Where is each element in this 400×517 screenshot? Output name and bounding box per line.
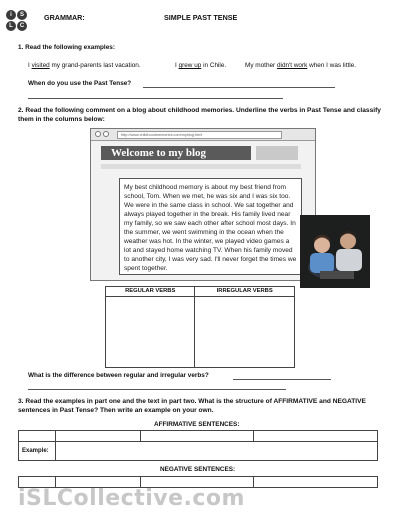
blog-post-text: My best childhood memory is about my best friend from school, Tom. When we met, he was six and I was six too. We were in the same class in school. We sat together and always played together in the break. His family lived near my family, so we saw each other after school most days. In the summer, we went swimming in the ocean when the weather was hot. In the winter, we played video games a lot and stayed home watching TV. When his family moved to another city, I was very sad. I'll never forget the times we spent together. — [124, 184, 297, 272]
worksheet-topic: SIMPLE PAST TENSE — [164, 13, 238, 22]
logo-letter: C — [17, 21, 27, 31]
answer-line[interactable] — [233, 379, 331, 380]
table-cell[interactable] — [254, 477, 378, 488]
irregular-verbs-header: IRREGULAR VERBS — [195, 287, 295, 297]
logo-letter: i — [6, 10, 16, 20]
affirmative-label: AFFIRMATIVE SENTENCES: — [154, 421, 240, 428]
irregular-verbs-cell[interactable] — [195, 297, 295, 368]
logo-letter: S — [17, 10, 27, 20]
table-cell[interactable] — [141, 431, 254, 442]
section1-question: When do you use the Past Tense? — [28, 80, 132, 87]
answer-line[interactable] — [28, 98, 283, 99]
regular-verbs-header: REGULAR VERBS — [106, 287, 195, 297]
blog-post-box — [119, 178, 302, 275]
underlined-verb: grew up — [178, 62, 202, 69]
blog-browser-window — [90, 128, 316, 281]
back-icon — [95, 131, 101, 137]
answer-line[interactable] — [28, 389, 286, 390]
blog-nav-strip — [101, 164, 301, 169]
forward-icon — [103, 131, 109, 137]
regular-verbs-cell[interactable] — [106, 297, 195, 368]
grammar-label: GRAMMAR: — [44, 13, 85, 22]
table-cell[interactable] — [254, 431, 378, 442]
example-answer-cell[interactable] — [56, 442, 378, 461]
logo-letter: L — [6, 21, 16, 31]
blog-title: Welcome to my blog — [101, 146, 251, 160]
islcollective-logo — [6, 10, 40, 38]
negative-label: NEGATIVE SENTENCES: — [160, 466, 236, 473]
table-cell — [19, 431, 56, 442]
underlined-verb: visited — [31, 62, 50, 69]
browser-toolbar — [91, 129, 315, 141]
table-cell[interactable] — [56, 431, 141, 442]
affirmative-table — [18, 430, 378, 461]
section2-heading: 2. Read the following comment on a blog about childhood memories. Underline the verbs in Past Tense and classify them in the columns below: — [18, 107, 381, 123]
verbs-classification-table — [105, 286, 295, 368]
address-bar: http://www.childhoodmemories.com/myblog.html — [117, 131, 282, 139]
blog-banner-placeholder — [256, 146, 298, 160]
example-label: Example: — [19, 442, 56, 461]
children-playing-photo — [300, 215, 370, 288]
answer-line[interactable] — [143, 87, 335, 88]
example-sentence-1: I visited my grand-parents last vacation. — [28, 62, 141, 69]
section2-question: What is the difference between regular and irregular verbs? — [28, 372, 209, 379]
underlined-verb: didn't work — [276, 62, 308, 69]
example-sentence-3: My mother didn't work when I was little. — [245, 62, 356, 69]
example-sentence-2: I grew up in Chile. — [175, 62, 227, 69]
section3-heading: 3. Read the examples in part one and the text in part two. What is the structure of AFFIRMATIVE and NEGATIVE sentences in Past Tense? Then write an example on your own. — [18, 398, 366, 414]
section1-heading: 1. Read the following examples: — [18, 44, 115, 51]
islcollective-watermark: iSLCollective.com — [18, 486, 245, 511]
